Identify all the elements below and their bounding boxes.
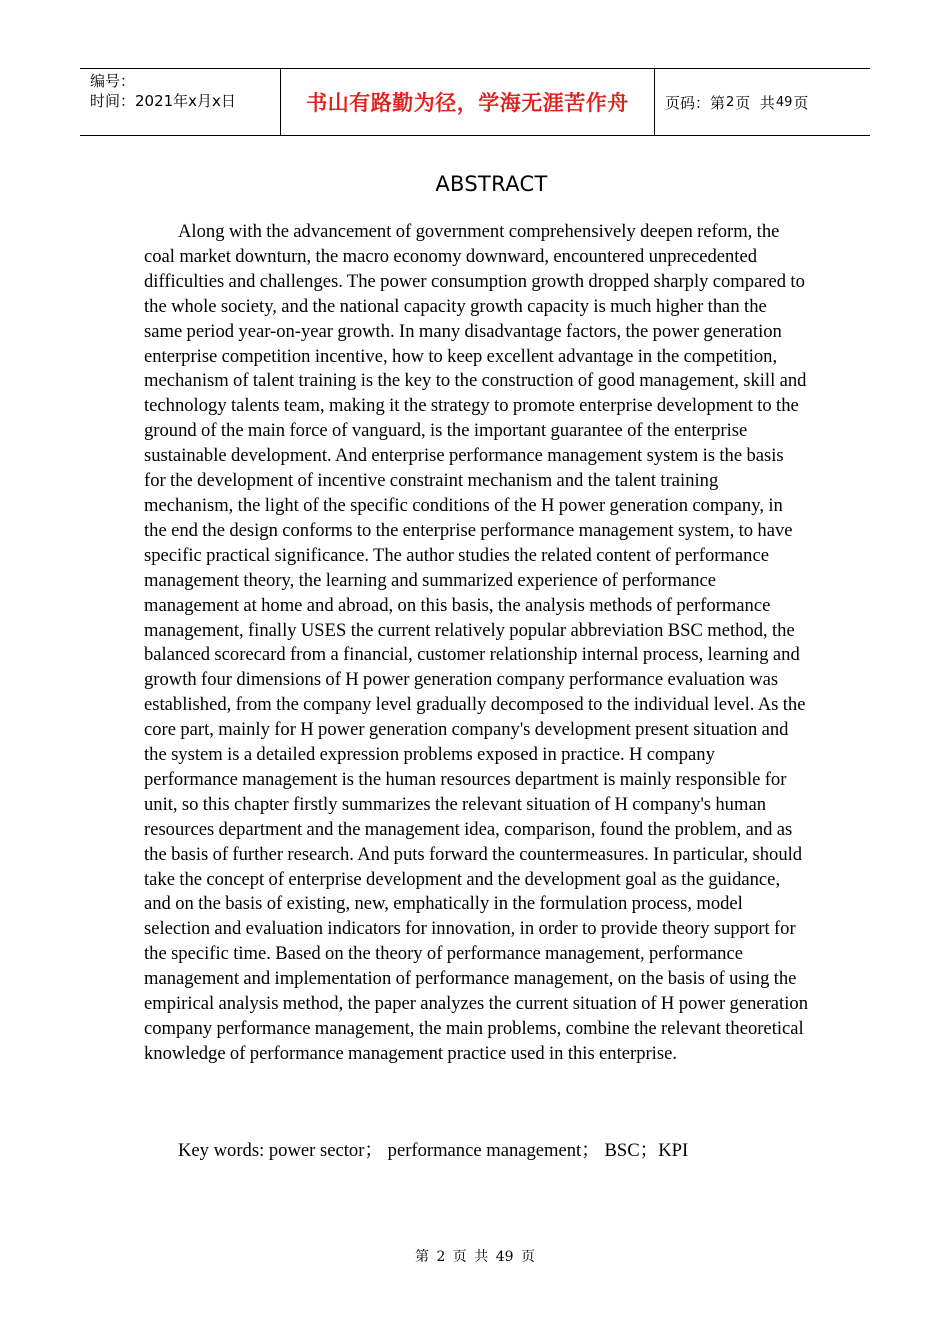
abstract-paragraph: Along with the advancement of government comprehensively deepen reform, the coal market downturn, the macro economy downward, encountered unprecedented difficulties and challenges. The power consumption growth dropped sharply compared to the whole society, and the national capacity growth capacity is much higher than the same period year-on-year growth. In many disadvantage factors, the power generation enterprise competition incentive, how to keep excellent advantage in the competition, mechanism of talent training is the key to the construction of good management, skill and technology talents team, making it the strategy to promote enterprise development to the ground of the main force of vanguard, is the important guarantee of the enterprise sustainable development. And enterprise performance management system is the basis for the development of incentive constraint mechanism and the talent training mechanism, the light of the specific conditions of the H power generation company, in the end the design conforms to the enterprise performance management system, to have specific practical significance. The author studies the related content of performance management theory, the learning and summarized experience of performance management at home and abroad, on this basis, the analysis methods of performance management, finally USES the current relatively popular abbreviation BSC method, the balanced scorecard from a financial, customer relationship internal process, learning and growth four dimensions of H power generation company performance evaluation was established, from the company level gradually decomposed to the individual level. As the core part, mainly for H power generation company's development present situation and the system is a detailed expression problems exposed in practice. H company performance management is the human resources department is mainly responsible for unit, so this chapter firstly summarizes the relevant situation of H company's human resources department and the management idea, comparison, found the problem, and as the basis of further research. And puts forward the countermeasures. In particular, should take the concept of enterprise development and the development goal as the guidance, and on the basis of existing, new, emphatically in the formulation process, model selection and evaluation indicators for innovation, in order to provide theory support for the specific time. Based on the theory of performance management, performance management and implementation of performance management, on the basis of using the empirical analysis method, the paper analyzes the current situation of H power generation company performance management, the main problems, combine the relevant theoretical knowledge of performance management practice used in this enterprise. xyxy=(144,221,808,1064)
header-meta-cell xyxy=(80,69,281,135)
page-suffix: 页 xyxy=(793,93,809,112)
page-current: 2 xyxy=(726,94,735,110)
date-label: 时间：2021年x月x日 xyxy=(90,92,236,110)
page-title: ABSTRACT xyxy=(435,172,548,196)
page-footer: 第 2 页 共 49 页 xyxy=(415,1249,535,1265)
motto-cell xyxy=(281,69,655,135)
keywords-line: Key words: power sector； performance management； BSC；KPI xyxy=(178,1140,689,1161)
page-prefix: 页码：第 xyxy=(665,93,726,112)
page-middle: 页 共 xyxy=(735,93,775,112)
document-header xyxy=(80,68,870,136)
serial-number-label: 编号： xyxy=(90,72,136,90)
page-total: 49 xyxy=(775,94,793,110)
page-number-cell xyxy=(655,69,870,135)
motto-text: 书山有路勤为径，学海无涯苦作舟 xyxy=(306,91,629,115)
